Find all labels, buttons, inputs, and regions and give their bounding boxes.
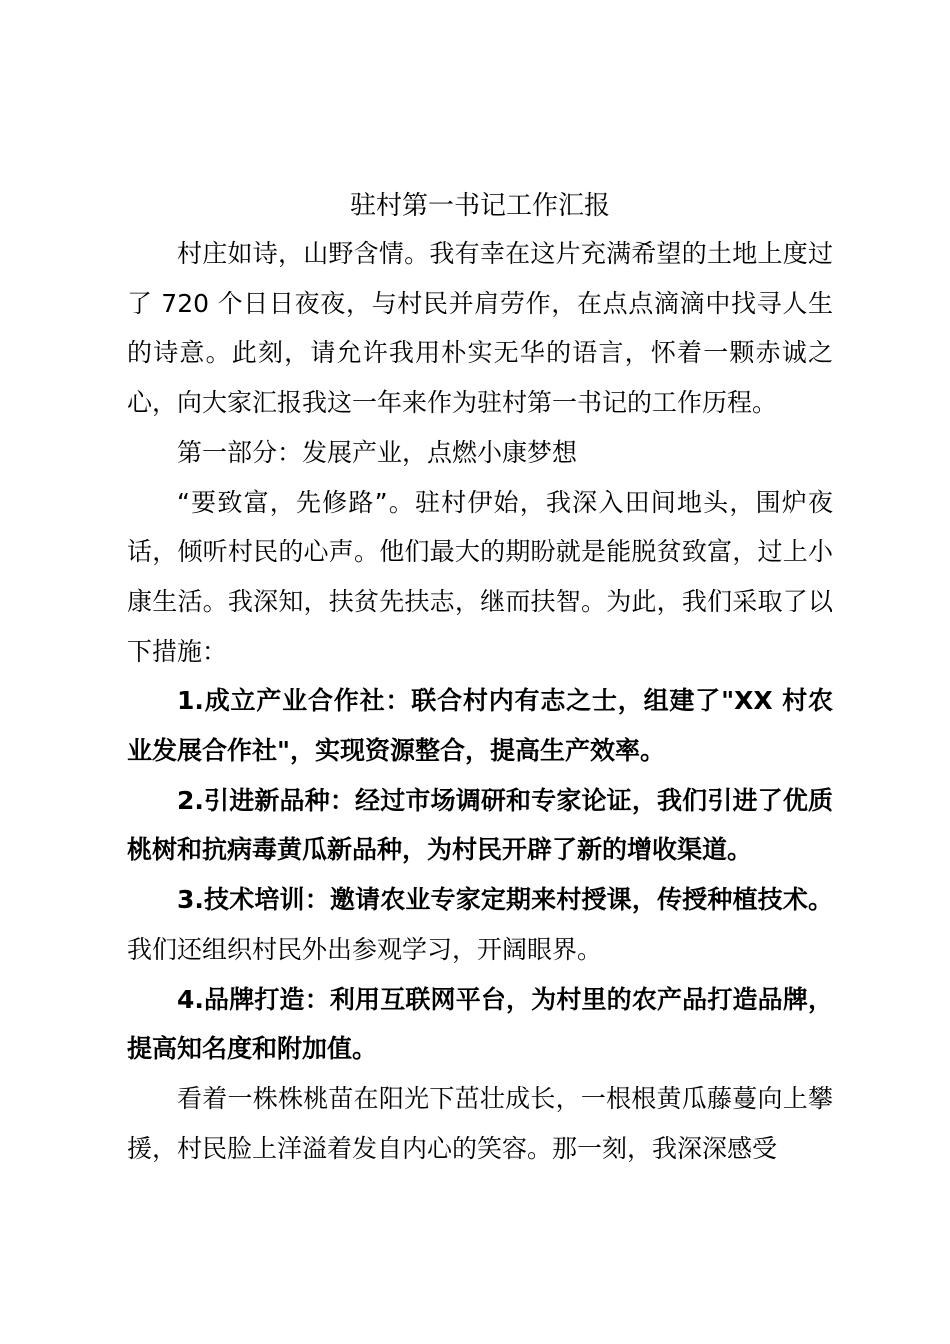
- paragraph-growth: 看着一株株桃苗在阳光下茁壮成长，一根根黄瓜藤蔓向上攀援，村民脸上洋溢着发自内心的笑容。那一刻，我深深感受: [127, 1083, 833, 1163]
- list-item-branding: 4.品牌打造：利用互联网平台，为村里的农产品打造品牌，提高知名度和附加值。: [127, 984, 833, 1064]
- document-title: 驻村第一书记工作汇报: [349, 191, 610, 221]
- section-heading-part-one: 第一部分：发展产业，点燃小康梦想: [177, 437, 578, 467]
- paragraph-intro: 村庄如诗，山野含情。我有幸在这片充满希望的土地上度过了 720 个日日夜夜，与村民并肩劳作，在点点滴滴中找寻人生的诗意。此刻，请允许我用朴实无华的语言，怀着一颗赤诚之心，向大家汇报我这一年来作为驻村第一书记的工作历程。: [127, 239, 833, 418]
- list-item-training-bold: 3.技术培训：邀请农业专家定期来村授课，传授种植技术。: [177, 885, 833, 915]
- list-item-training-rest: 我们还组织村民外出参观学习，开阔眼界。: [127, 934, 603, 964]
- list-item-new-varieties: 2.引进新品种：经过市场调研和专家论证，我们引进了优质桃树和抗病毒黄瓜新品种，为村民开辟了新的增收渠道。: [127, 785, 833, 865]
- document-page: [127, 183, 833, 1173]
- list-item-training: [127, 875, 833, 974]
- paragraph-measures-intro: “要致富，先修路”。驻村伊始，我深入田间地头，围炉夜话，倾听村民的心声。他们最大的期盼就是能脱贫致富，过上小康生活。我深知，扶贫先扶志，继而扶智。为此，我们采取了以下措施：: [127, 487, 833, 666]
- list-item-cooperative: 1.成立产业合作社：联合村内有志之士，组建了"XX 村农业发展合作社"，实现资源整合，提高生产效率。: [127, 686, 833, 766]
